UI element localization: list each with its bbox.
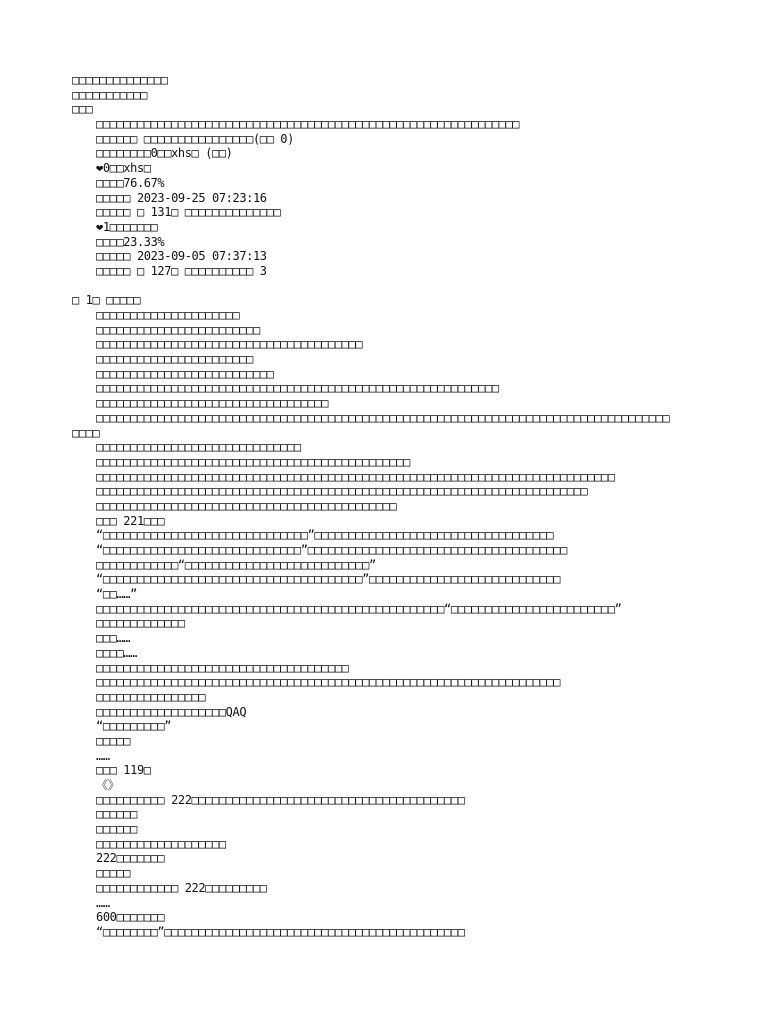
text-line: □□□ 221□□□ bbox=[96, 513, 165, 528]
text-line: □□□□…… bbox=[96, 645, 137, 660]
document-body bbox=[72, 73, 732, 940]
text-line: “□□……” bbox=[96, 587, 137, 602]
text-line: “□□□□□□□□”□□□□□□□□□□□□□□□□□□□□□□□□□□□□□□□□□□□□□□□□□□□□ bbox=[96, 924, 465, 939]
text-line: □□□□□□□□□□□□□□□□□□□□□□□ bbox=[96, 352, 253, 367]
blank-line bbox=[72, 279, 732, 294]
text-line: □□□□□□□□□□□□□□□□□□□ bbox=[96, 836, 226, 851]
text-line: □□□□□□□□□□□□□□□□□□□□□ bbox=[96, 308, 240, 322]
text-line: □□□□□□□□□□□□□□□□□□□□□□□□□□□□□□□□□□□□□□□□□□□□□□□□□□□□□□□□□□□□□□ bbox=[96, 117, 520, 132]
text-line: □□□□□ bbox=[96, 866, 131, 881]
text-line: □□□□□□□□□□□□□□□□□□□□□□□□□□□□□□□□□□□□□□□□□□□□□□□□□□□□□□□□□□□ bbox=[96, 381, 499, 396]
text-line: □□□□23.33% bbox=[96, 234, 165, 249]
text-line: □□□□□□□□□□□ bbox=[72, 87, 148, 102]
text-line: □□□□□□□□□□□□□□□□□□□□□□□□□□□□□□□□□□ bbox=[96, 396, 329, 411]
text-line: “□□□□□□□□□□□□□□□□□□□□□□□□□□□□□□□□□□□□□□”□□□□□□□□□□□□□□□□□□□□□□□□□□□□ bbox=[96, 572, 561, 587]
text-line: □□□□□□□□□□□□□□□□□□□□□□□□□□□□□□□□□□□□□□□□□□□□□□□□□□□□□□□□□□□□□□□□□□□□□□□□□□□□ bbox=[96, 469, 615, 484]
text-line: □□□□□□□□□□□□□□ bbox=[72, 73, 168, 87]
text-line: □□□□ bbox=[72, 425, 100, 440]
text-line: □ 1□ □□□□□ bbox=[72, 293, 141, 308]
text-line: □□□□□□□□□□□□□ bbox=[96, 616, 185, 631]
text-line: □□□□□ bbox=[96, 733, 131, 748]
text-line: 《》 bbox=[96, 778, 120, 792]
text-line: □□□ 119□ bbox=[96, 763, 151, 778]
text-line: □□□□76.67% bbox=[96, 175, 165, 190]
text-line: □□□□□ 2023-09-05 07:37:13 bbox=[96, 249, 267, 264]
text-line: □□□□□□□□□□□□□□□□□□□□□□□□□□ bbox=[96, 366, 274, 381]
text-line: …… bbox=[96, 748, 110, 763]
text-line: “□□□□□□□□□□□□□□□□□□□□□□□□□□□□□”□□□□□□□□□□□□□□□□□□□□□□□□□□□□□□□□□□□□□□ bbox=[96, 543, 567, 557]
text-line: □□□□□□ bbox=[96, 807, 137, 822]
text-line: “□□□□□□□□□” bbox=[96, 719, 172, 734]
text-line: □□□□□□□□□□□□□□□□□□□□□□□□□□□□□□ bbox=[96, 440, 301, 455]
text-line: 222□□□□□□□ bbox=[96, 851, 165, 866]
text-line: ❤0□□xhs□ bbox=[96, 161, 151, 176]
text-line: □□□□□□□□□□□□□□□□□□□□□□□□□□□□□□□□□□□□□□□□□□□□ bbox=[96, 498, 397, 513]
text-line: □□□□□□□□□□□□□□□□□□□□□□□□□□□□□□□□□□□□□□□□□□□□□□□□□□□□□□□□□□□□□□□□□□□□□□□□□□□□□□□□□□□□ bbox=[96, 410, 670, 425]
text-line: □□□□□□□□□□□□□□□□□□□□□□□□□□□□□□□□□□□□□□□□□□□□□□□□□□□□□□□□□□□□□□□□□□□□ bbox=[96, 675, 561, 690]
text-line: □□□□□□□□□□□□□□□□□□□□□□□□□□□□□□□□□□□□□□□ bbox=[96, 337, 363, 352]
text-line: □□□□□ □ 127□ □□□□□□□□□□ 3 bbox=[96, 263, 267, 278]
text-line: 600□□□□□□□ bbox=[96, 910, 165, 925]
text-line: □□□□□□□□□□□□ 222□□□□□□□□□ bbox=[96, 880, 267, 895]
text-line: □□□…… bbox=[96, 631, 131, 646]
text-line: □□□ bbox=[72, 102, 93, 117]
text-line: □□□□□□□□0□□xhs□ (□□) bbox=[96, 146, 233, 161]
text-line: □□□□□□□□□□□□□□□□□□□□□□□□□□□□□□□□□□□□□ bbox=[96, 660, 349, 675]
text-line: …… bbox=[96, 895, 110, 910]
text-line: □□□□□ □ 131□ □□□□□□□□□□□□□□ bbox=[96, 205, 281, 220]
text-line: □□□□□□ □□□□□□□□□□□□□□□□(□□ 0) bbox=[96, 131, 294, 146]
text-line: □□□□□□□□□□□□“□□□□□□□□□□□□□□□□□□□□□□□□□□□” bbox=[96, 557, 376, 572]
text-line: □□□□□□□□□□□□□□□□□□□□□□□□ bbox=[96, 322, 260, 337]
text-line: ❤1□□□□□□□ bbox=[96, 219, 158, 234]
text-line: □□□□□□□□□□ 222□□□□□□□□□□□□□□□□□□□□□□□□□□□□□□□□□□□□□□□□ bbox=[96, 792, 465, 807]
text-line: □□□□□□□□□□□□□□□□□□□□□□□□□□□□□□□□□□□□□□□□□□□□□□ bbox=[96, 454, 410, 469]
text-line: □□□□□ 2023-09-25 07:23:16 bbox=[96, 190, 267, 205]
text-line: □□□□□□□□□□□□□□□□□□□□□□□□□□□□□□□□□□□□□□□□□□□□□□□□□□□□□□□□□□□□□□□□□□□□□□□□ bbox=[96, 484, 588, 499]
text-line: □□□□□□ bbox=[96, 822, 137, 837]
text-line: “□□□□□□□□□□□□□□□□□□□□□□□□□□□□□□”□□□□□□□□□□□□□□□□□□□□□□□□□□□□□□□□□□□ bbox=[96, 528, 554, 543]
text-line: □□□□□□□□□□□□□□□□□□□QAQ bbox=[96, 704, 247, 719]
text-line: □□□□□□□□□□□□□□□□□□□□□□□□□□□□□□□□□□□□□□□□□□□□□□□□□□□“□□□□□□□□□□□□□□□□□□□□□□□□” bbox=[96, 601, 622, 616]
text-line: □□□□□□□□□□□□□□□□ bbox=[96, 689, 206, 704]
